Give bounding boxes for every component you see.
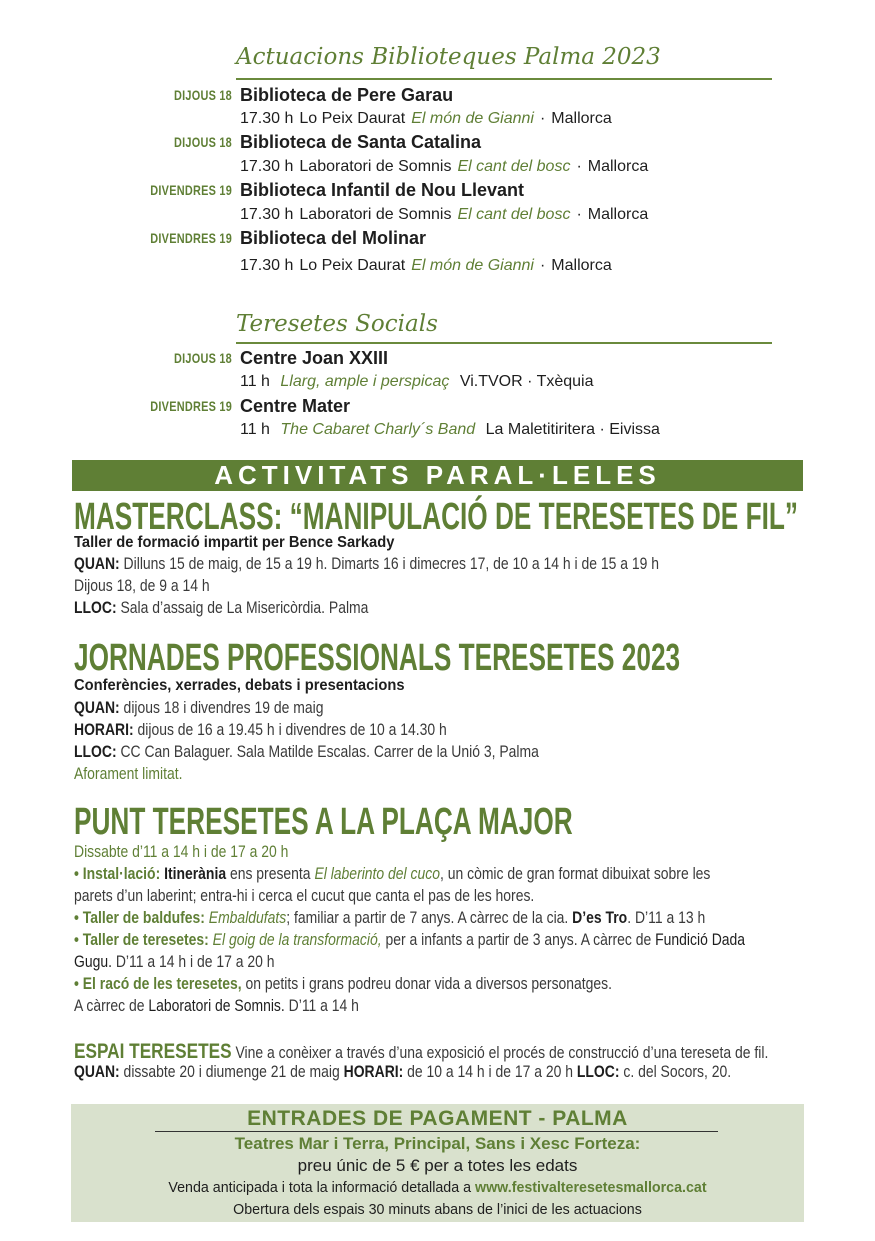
punt-schedule: Dissabte d’11 a 14 h i de 17 a 20 h [74,842,289,861]
row-venue: Centre Joan XXIII [240,348,389,368]
row-details: 17.30 h Laboratori de Somnis El cant del bosc · Mallorca [240,206,649,223]
entrades-title: ENTRADES DE PAGAMENT - PALMA [247,1107,628,1130]
row-day: DIJOUS 18 [174,87,232,103]
row-details: 17.30 h Lo Peix Daurat El món de Gianni · Mallorca [240,257,612,274]
row-venue: Biblioteca del Molinar [240,228,427,248]
row-details: 11 h The Cabaret Charly´s Band La Maletitiritera · Eivissa [240,421,660,438]
heading-punt: PUNT TERESETES A LA PLAÇA MAJOR [74,801,573,843]
row-day: DIVENDRES 19 [150,398,232,414]
punt-item-teresetes: • Taller de teresetes: El goig de la transformació, per a infants a partir de 3 anys. A càrrec de Fundició Dada [74,930,746,949]
website-link[interactable]: www.festivalteresetesmallorca.cat [475,1179,707,1196]
espai-intro: ESPAI TERESETES Vine a conèixer a través d’una exposició el procés de construcció d’una tereseta de fil. [74,1040,769,1063]
jornades-quan: QUAN: dijous 18 i divendres 19 de maig [74,698,324,717]
banner-activitats: ACTIVITATS PARAL·LELES [72,460,803,491]
punt-item-baldufes: • Taller de baldufes: Embaldufats; familiar a partir de 7 anys. A càrrec de la cia. D’es Tro. D’11 a 13 h [74,908,706,927]
punt-item-raco: • El racó de les teresetes, on petits i grans podreu donar vida a diversos personatges. [74,974,613,993]
row-venue: Biblioteca Infantil de Nou Llevant [240,180,525,200]
jornades-note: Aforament limitat. [74,764,183,783]
row-day: DIJOUS 18 [174,134,232,150]
row-venue: Biblioteca de Santa Catalina [240,132,482,152]
heading-jornades: JORNADES PROFESSIONALS TERESETES 2023 [74,637,681,679]
row-details: 17.30 h Lo Peix Daurat El món de Gianni · Mallorca [240,110,612,127]
entrades-line3: Venda anticipada i tota la informació detallada a www.festivalteresetesmallorca.cat [168,1179,707,1196]
espai-details: QUAN: dissabte 20 i diumenge 21 de maig HORARI: de 10 a 14 h i de 17 a 20 h LLOC: c. del Socors, 20. [74,1062,732,1081]
section-rule [236,342,772,344]
row-details: 17.30 h Laboratori de Somnis El cant del bosc · Mallorca [240,158,649,175]
section-title-biblioteques: Actuacions Biblioteques Palma 2023 [236,44,661,70]
jornades-lloc: LLOC: CC Can Balaguer. Sala Matilde Escalas. Carrer de la Unió 3, Palma [74,742,539,761]
masterclass-quan: QUAN: Dilluns 15 de maig, de 15 a 19 h. Dimarts 16 i dimecres 17, de 10 a 14 h i de 15 a 19 h [74,554,660,573]
row-day: DIJOUS 18 [174,350,232,366]
punt-item-installacio: • Instal·lació: Itinerània ens presenta El laberinto del cuco, un còmic de gran format dibuixat sobre les [74,864,711,883]
entrades-line4: Obertura dels espais 30 minuts abans de l’inici de les actuacions [233,1201,642,1218]
jornades-subtitle: Conferències, xerrades, debats i presentacions [74,677,405,694]
row-day: DIVENDRES 19 [150,230,232,246]
row-venue: Biblioteca de Pere Garau [240,85,454,105]
masterclass-lloc: LLOC: Sala d’assaig de La Misericòrdia. Palma [74,598,369,617]
heading-masterclass: MASTERCLASS: “MANIPULACIÓ DE TERESETES DE FIL” [74,496,799,538]
row-venue: Centre Mater [240,396,351,416]
entrades-rule [155,1131,718,1132]
punt-item-raco-2: A càrrec de Laboratori de Somnis. D’11 a 14 h [74,996,359,1015]
punt-item-installacio-2: parets d’un laberint; entra-hi i cerca el cucut que canta el pas de les hores. [74,886,535,905]
section-title-socials: Teresetes Socials [236,311,438,337]
entrades-line1: Teatres Mar i Terra, Principal, Sans i Xesc Forteza: [234,1134,641,1153]
jornades-horari: HORARI: dijous de 16 a 19.45 h i divendres de 10 a 14.30 h [74,720,447,739]
entrades-line2: preu únic de 5 € per a totes les edats [297,1156,578,1175]
masterclass-quan-2: Dijous 18, de 9 a 14 h [74,576,210,595]
row-details: 11 h Llarg, ample i perspicaç Vi.TVOR · Txèquia [240,373,594,390]
section-rule [236,78,772,80]
row-day: DIVENDRES 19 [150,182,232,198]
entrades-box [71,1104,804,1222]
punt-item-teresetes-2: Gugu. D’11 a 14 h i de 17 a 20 h [74,952,275,971]
masterclass-subtitle: Taller de formació impartit per Bence Sarkady [74,534,395,551]
